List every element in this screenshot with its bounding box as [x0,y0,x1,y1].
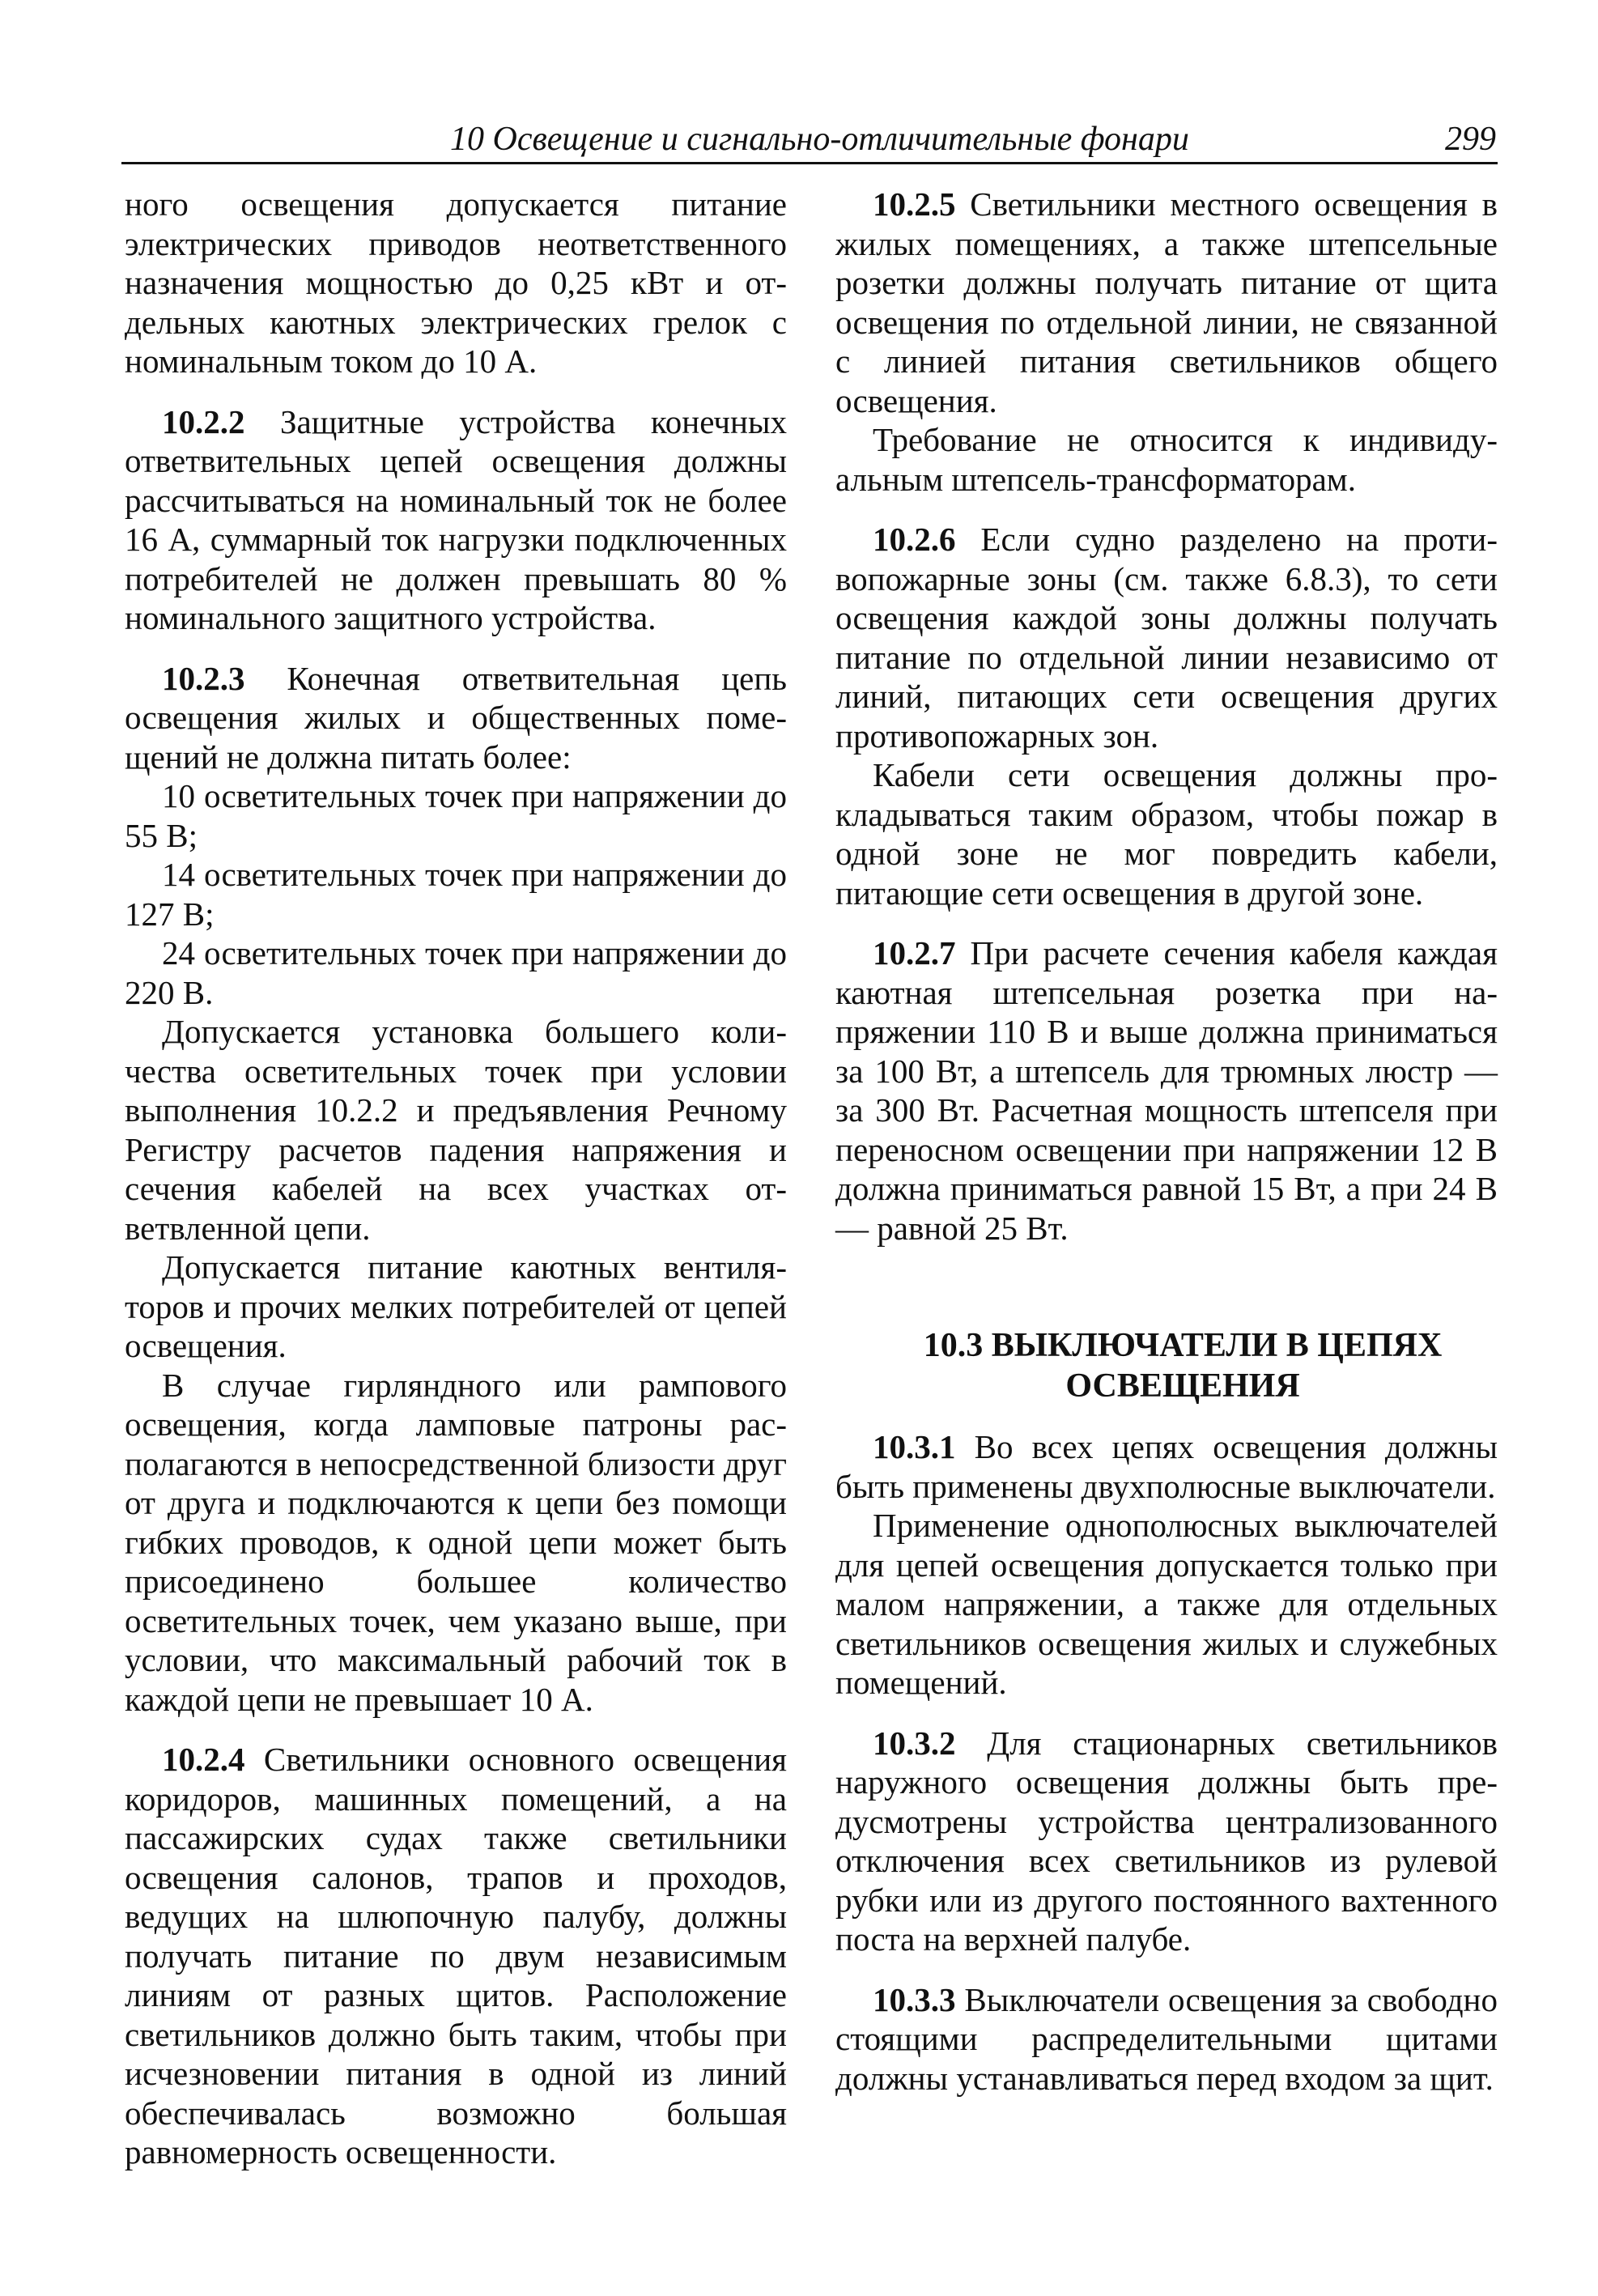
clause-number: 10.2.7 [873,934,956,972]
paragraph-continued: ного освещения допускается питание электрических приводов неответственного назначения мощностью до 0,25 кВт и отдельных каютных электрических грелок с номинальным током до 10 А. [125,185,787,380]
clause-number: 10.2.3 [162,659,245,697]
clause-10-3-2 [835,1724,1498,1959]
paragraph: Требование не относится к индивидуальным штепсель-трансформаторам. [835,421,1498,498]
clause-10-3-3 [835,1980,1498,2098]
clause-text: Светильники местного освещения в жилых помещениях, а также штепсельные розетки должны получать питание от щита освещения по отдельной линии, не связанной с линией питания светильников общего освещения. [835,185,1498,419]
paragraph: В случае гирляндного или рампового освещения, когда ламповые патроны располагаются в непосредственной близости друг от друга и подключаются к цепи без помощи гибких проводов, к одной цепи может быть присоединено большее количество осветительных точек, чем указано выше, при условии, что максимальный рабочий ток в каждой цепи не превышает 10 А. [125,1366,787,1718]
list-item: 24 осветительных точек при напряжении до 220 В. [125,934,787,1011]
clause-10-2-2 [125,402,787,638]
clause-number: 10.2.2 [162,402,245,440]
right-column [835,185,1498,2098]
clause-number: 10.2.4 [162,1741,245,1778]
clause-text: Защитные устройства конечных ответвительных цепей освещения должны рассчитываться на номинальный ток не более 16 А, суммарный ток нагрузки подключенных потребителей не должен превышать 80 % номинального защитного устройства. [125,402,787,636]
clause-10-2-6 [835,520,1498,755]
clause-10-3-1 [835,1427,1498,1506]
clause-number: 10.2.5 [873,185,956,223]
clause-text: При расчете сечения кабеля каждая каютная штепсельная розетка при напряжении 110 В и выше должна приниматься за 100 Вт, а штепсель для трюмных люстр — за 300 Вт. Расчетная мощность штепселя при переносном освещении при напряжении 12 В должна приниматься равной 15 Вт, а при 24 В — равной 25 Вт. [835,934,1498,1247]
clause-number: 10.3.2 [873,1724,956,1762]
clause-text: Конечная ответвительная цепь освещения жилых и общественных помещений не должна питать более: [125,659,787,776]
clause-text: Для стационарных светильников наружного освещения должны быть предусмотрены устройства централизованного отключения всех светильников из рулевой рубки или из другого постоянного вахтенного поста на верхней палубе. [835,1724,1498,1958]
clause-text: Во всех цепях освещения должны быть применены двухполюсные выключатели. [835,1428,1498,1505]
section-heading-line: ОСВЕЩЕНИЯ [1065,1367,1300,1405]
paragraph: Применение однополюсных выключателей для цепей освещения допускается только при малом напряжении, а также для отдельных светильников освещения жилых и служебных помещений. [835,1507,1498,1701]
clause-text: Если судно разделено на противопожарные зоны (см. также 6.8.3), то сети освещения каждой зоны должны получать питание по отдельной линии независимо от линий, питающих сети освещения других противопожарных зон. [835,521,1498,755]
list-item: 14 осветительных точек при напряжении до 127 В; [125,856,787,933]
paragraph: Допускается установка большего количества осветительных точек при условии выполнения 10.2.2 и предъявления Речному Регистру расчетов падения напряжения и сечения кабелей на всех участках ответвленной цепи. [125,1013,787,1247]
clause-text: Выключатели освещения за свободно стоящими распределительными щитами должны устанавливаться перед входом за щит. [835,1980,1498,2097]
clause-number: 10.2.6 [873,521,956,558]
clause-10-2-7 [835,933,1498,1248]
clause-text: Светильники основного освещения коридоров, машинных помещений, а на пассажирских судах также светильники освещения салонов, трапов и проходов, ведущих на шлюпочную палубу, должны получать питание по двум независимым линиям от разных щитов. Расположение светильников должно быть таким, чтобы при исчезновении питания в одной из линий обеспечивалась возможно большая равномерность освещенности. [125,1741,787,2171]
section-heading [835,1325,1498,1406]
running-header [121,113,1498,164]
clause-10-2-3 [125,659,787,777]
paragraph: Допускается питание каютных вентиляторов и прочих мелких потребителей от цепей освещения. [125,1248,787,1364]
clause-10-2-4 [125,1740,787,2172]
left-column [125,185,787,2172]
list-item: 10 осветительных точек при напряжении до 55 В; [125,777,787,854]
page-number: 299 [1445,121,1496,158]
header-title: 10 Освещение и сигнально-отличительные фонари [450,121,1189,158]
clause-number: 10.3.3 [873,1980,956,2018]
clause-number: 10.3.1 [873,1428,956,1465]
section-heading-line: 10.3 ВЫКЛЮЧАТЕЛИ В ЦЕПЯХ [923,1327,1443,1364]
clause-10-2-5 [835,185,1498,420]
paragraph: Кабели сети освещения должны прокладываться таким образом, чтобы пожар в одной зоне не мог повредить кабели, питающие сети освещения в другой зоне. [835,756,1498,912]
